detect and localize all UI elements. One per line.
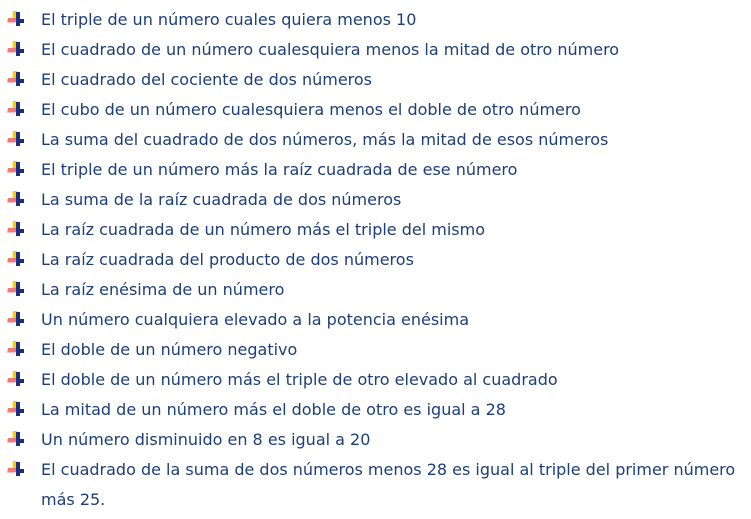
arrow-3d-bullet-icon	[8, 11, 24, 27]
arrow-3d-bullet-icon	[8, 131, 24, 147]
list-item	[8, 455, 745, 515]
arrow-3d-bullet-icon	[8, 461, 24, 477]
bullet-red-bar	[8, 48, 16, 52]
item-text: La mitad de un número más el doble de otro es igual a 28	[41, 400, 506, 419]
list-item	[8, 425, 745, 455]
bullet-navy-horizontal-bar	[16, 439, 24, 443]
item-text: Un número cualquiera elevado a la potencia enésima	[41, 310, 469, 329]
list-item	[8, 155, 745, 185]
item-text: La raíz cuadrada de un número más el triple del mismo	[41, 220, 485, 239]
list-item	[8, 125, 745, 155]
arrow-3d-bullet-icon	[8, 341, 24, 357]
bullet-red-bar	[8, 408, 16, 412]
arrow-3d-bullet-icon	[8, 71, 24, 87]
bullet-navy-horizontal-bar	[16, 259, 24, 263]
bullet-navy-horizontal-bar	[16, 379, 24, 383]
bullet-red-bar	[8, 468, 16, 472]
list-item	[8, 35, 745, 65]
bullet-red-bar	[8, 168, 16, 172]
list-item	[8, 215, 745, 245]
list-item	[8, 275, 745, 305]
arrow-3d-bullet-icon	[8, 191, 24, 207]
list-item	[8, 365, 745, 395]
bullet-navy-horizontal-bar	[16, 199, 24, 203]
bullet-red-bar	[8, 198, 16, 202]
bullet-red-bar	[8, 348, 16, 352]
arrow-3d-bullet-icon	[8, 101, 24, 117]
bullet-navy-horizontal-bar	[16, 49, 24, 53]
arrow-3d-bullet-icon	[8, 221, 24, 237]
list-item	[8, 185, 745, 215]
item-text: El cubo de un número cualesquiera menos el doble de otro número	[41, 100, 581, 119]
arrow-3d-bullet-icon	[8, 251, 24, 267]
arrow-3d-bullet-icon	[8, 371, 24, 387]
bullet-navy-horizontal-bar	[16, 169, 24, 173]
arrow-3d-bullet-icon	[8, 281, 24, 297]
bullet-navy-horizontal-bar	[16, 19, 24, 23]
item-text: El cuadrado del cociente de dos números	[41, 70, 373, 89]
list-item	[8, 95, 745, 125]
bullet-red-bar	[8, 108, 16, 112]
list-item	[8, 305, 745, 335]
item-text: El doble de un número negativo	[41, 340, 298, 359]
expression-list	[8, 5, 745, 515]
bullet-navy-horizontal-bar	[16, 469, 24, 473]
item-text: El cuadrado de la suma de dos números menos 28 es igual al triple del primer número más 25.	[41, 460, 736, 509]
item-text: Un número disminuido en 8 es igual a 20	[41, 430, 371, 449]
list-item	[8, 395, 745, 425]
arrow-3d-bullet-icon	[8, 311, 24, 327]
bullet-red-bar	[8, 378, 16, 382]
item-text: El doble de un número más el triple de otro elevado al cuadrado	[41, 370, 558, 389]
bullet-navy-horizontal-bar	[16, 409, 24, 413]
list-item	[8, 65, 745, 95]
bullet-red-bar	[8, 138, 16, 142]
bullet-navy-horizontal-bar	[16, 319, 24, 323]
bullet-red-bar	[8, 18, 16, 22]
arrow-3d-bullet-icon	[8, 401, 24, 417]
bullet-red-bar	[8, 438, 16, 442]
list-item	[8, 335, 745, 365]
arrow-3d-bullet-icon	[8, 161, 24, 177]
item-text: El triple de un número cuales quiera menos 10	[41, 10, 417, 29]
bullet-navy-horizontal-bar	[16, 349, 24, 353]
bullet-navy-horizontal-bar	[16, 79, 24, 83]
bullet-navy-horizontal-bar	[16, 139, 24, 143]
bullet-red-bar	[8, 288, 16, 292]
arrow-3d-bullet-icon	[8, 431, 24, 447]
item-text: La suma del cuadrado de dos números, más la mitad de esos números	[41, 130, 609, 149]
bullet-red-bar	[8, 318, 16, 322]
item-text: El cuadrado de un número cualesquiera menos la mitad de otro número	[41, 40, 620, 59]
list-item	[8, 5, 745, 35]
item-text: La raíz enésima de un número	[41, 280, 285, 299]
bullet-red-bar	[8, 228, 16, 232]
item-text: La raíz cuadrada del producto de dos números	[41, 250, 414, 269]
arrow-3d-bullet-icon	[8, 41, 24, 57]
bullet-navy-horizontal-bar	[16, 109, 24, 113]
bullet-navy-horizontal-bar	[16, 229, 24, 233]
item-text: El triple de un número más la raíz cuadrada de ese número	[41, 160, 518, 179]
bullet-red-bar	[8, 258, 16, 262]
list-item	[8, 245, 745, 275]
item-text: La suma de la raíz cuadrada de dos números	[41, 190, 402, 209]
bullet-red-bar	[8, 78, 16, 82]
bullet-navy-horizontal-bar	[16, 289, 24, 293]
